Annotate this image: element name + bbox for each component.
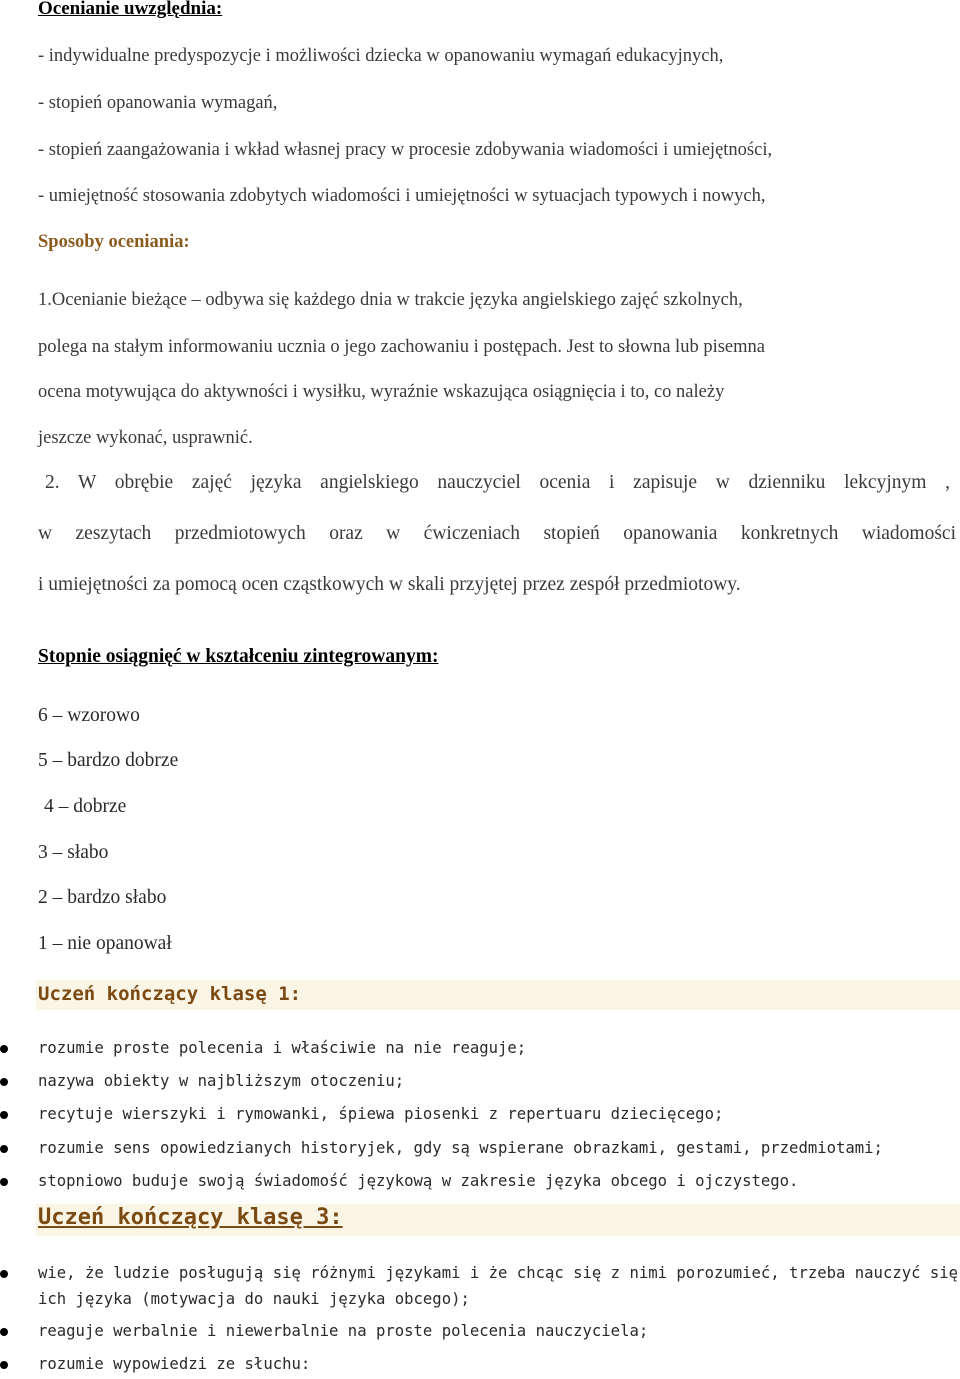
methods-paragraph-line: 1.Ocenianie bieżące – odbywa się każdego dnia w trakcie języka angielskiego zajęć szkolnych, [38,290,743,310]
assessment-item: - indywidualne predyspozycje i możliwości dziecka w opanowaniu wymagań edukacyjnych, [38,46,724,66]
grade-item: 1 – nie opanował [38,933,172,954]
assessment-item: - umiejętność stosowania zdobytych wiadomości i umiejętności w sytuacjach typowych i nowych, [38,186,766,206]
list-item-text: nazywa obiekty w najbliższym otoczeniu; [38,1072,405,1090]
methods-paragraph-line: ocena motywująca do aktywności i wysiłku, wyraźnie wskazująca osiągnięcia i to, co należy [38,382,725,402]
list-item-text: ich języka (motywacja do nauki języka obcego); [38,1290,470,1308]
assessment-heading: Ocenianie uwzględnia: [38,0,223,19]
bullet-icon [0,1045,8,1053]
grade-item: 5 – bardzo dobrze [38,750,179,771]
grade-item: 6 – wzorowo [38,705,140,726]
list-item-text: rozumie wypowiedzi ze słuchu: [38,1355,311,1373]
bullet-icon [0,1178,8,1186]
list-item-text: rozumie sens opowiedzianych historyjek, gdy są wspierane obrazkami, gestami, przedmiotami; [38,1139,883,1157]
list-item-text: rozumie proste polecenia i właściwie na nie reaguje; [38,1039,527,1057]
grade-item: 2 – bardzo słabo [38,887,167,908]
grade-item: 4 – dobrze [44,796,127,817]
methods-paragraph-line: jeszcze wykonać, usprawnić. [38,428,253,448]
bullet-icon [0,1361,8,1369]
bullet-icon [0,1328,8,1336]
class1-heading: Uczeń kończący klasę 1: [38,983,302,1005]
class3-heading: Uczeń kończący klasę 3: [38,1205,343,1230]
list-item-text: recytuje wierszyki i rymowanki, śpiewa piosenki z repertuaru dziecięcego; [38,1105,724,1123]
methods-paragraph-line: 2. W obrębie zajęć języka angielskiego nauczyciel ocenia i zapisuje w dzienniku lekcyjnym , [45,472,950,493]
list-item-text: reaguje werbalnie i niewerbalnie na proste polecenia nauczyciela; [38,1322,649,1340]
bullet-icon [0,1270,8,1278]
list-item-text: stopniowo buduje swoją świadomość językową w zakresie języka obcego i ojczystego. [38,1172,799,1190]
assessment-item: - stopień opanowania wymagań, [38,93,278,113]
list-item-text: wie, że ludzie posługują się różnymi językami i że chcąc się z nimi porozumieć, trzeba nauczyć się [38,1264,959,1282]
methods-paragraph-line: polega na stałym informowaniu ucznia o jego zachowaniu i postępach. Jest to słowna lub pisemna [38,337,765,357]
methods-paragraph-line: i umiejętności za pomocą ocen cząstkowych w skali przyjętej przez zespół przedmiotowy. [38,574,741,595]
grades-heading: Stopnie osiągnięć w kształceniu zintegrowanym: [38,646,439,667]
grade-item: 3 – słabo [38,842,109,863]
assessment-item: - stopień zaangażowania i wkład własnej pracy w procesie zdobywania wiadomości i umiejętności, [38,140,773,160]
methods-paragraph-line: w zeszytach przedmiotowych oraz w ćwiczeniach stopień opanowania konkretnych wiadomości [38,523,956,544]
bullet-icon [0,1145,8,1153]
methods-heading: Sposoby oceniania: [38,232,190,252]
bullet-icon [0,1078,8,1086]
bullet-icon [0,1111,8,1119]
